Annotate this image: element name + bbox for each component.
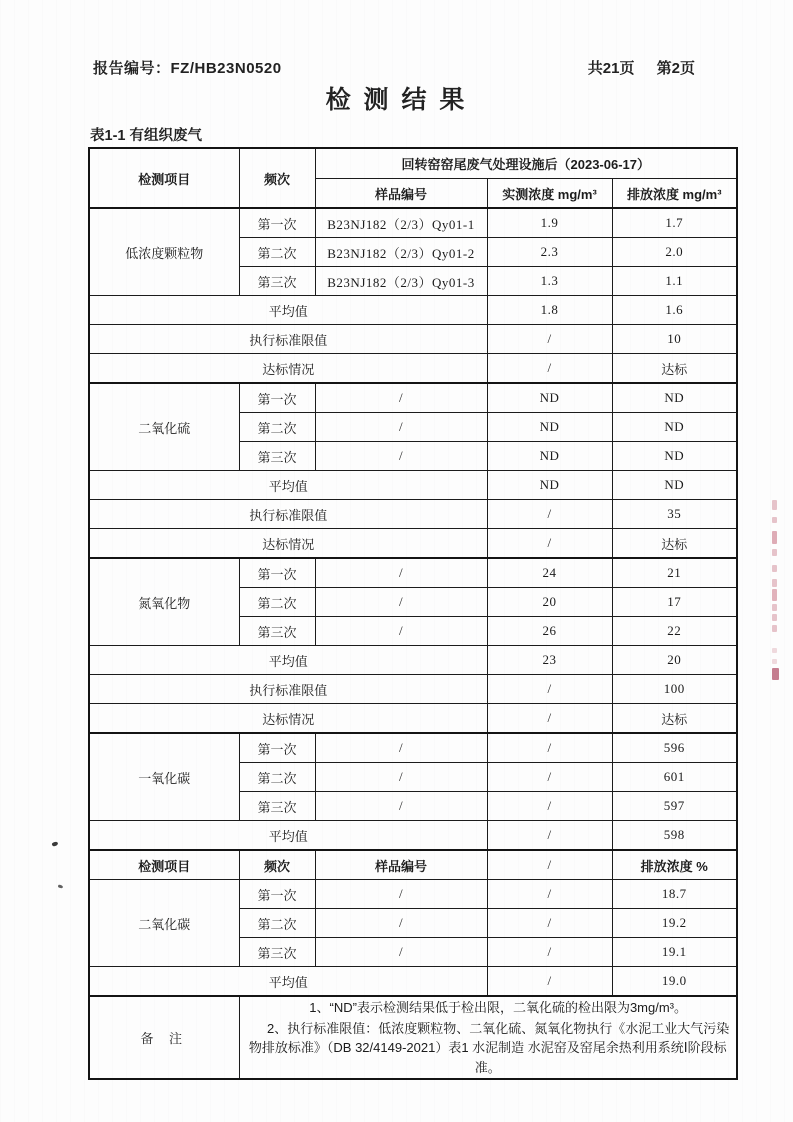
average-measured: / [487, 967, 612, 997]
sample-cell: / [315, 880, 487, 909]
limit-label: 执行标准限值 [89, 500, 487, 529]
compliance-label: 达标情况 [89, 529, 487, 559]
limit-row [89, 500, 737, 529]
average-row [89, 296, 737, 325]
stamp-mark [772, 579, 777, 587]
measured-cell: 24 [487, 558, 612, 588]
item-co: 一氧化碳 [89, 733, 239, 821]
table-row [89, 733, 737, 763]
pagination [588, 57, 695, 78]
stamp-mark [772, 604, 777, 611]
measured-cell: 2.3 [487, 238, 612, 267]
measured-cell: ND [487, 383, 612, 413]
stamp-mark [772, 565, 777, 572]
remarks-row [89, 996, 737, 1079]
table-mid-header-row [89, 850, 737, 880]
measured-cell: 26 [487, 617, 612, 646]
emission-cell: 2.0 [612, 238, 737, 267]
sample-cell: B23NJ182（2/3）Qy01-2 [315, 238, 487, 267]
average-emission: 19.0 [612, 967, 737, 997]
sample-cell: / [315, 442, 487, 471]
freq-cell: 第一次 [239, 880, 315, 909]
measured-cell: 20 [487, 588, 612, 617]
emission-cell: ND [612, 442, 737, 471]
compliance-row [89, 529, 737, 559]
emission-cell: 18.7 [612, 880, 737, 909]
item-co2: 二氧化碳 [89, 880, 239, 967]
header-frequency: 频次 [239, 148, 315, 208]
freq-cell: 第一次 [239, 208, 315, 238]
sample-cell: / [315, 938, 487, 967]
table-caption: 表1-1 有组织废气 [90, 128, 202, 144]
sample-cell: / [315, 792, 487, 821]
emission-cell: ND [612, 383, 737, 413]
remarks-body [239, 996, 737, 1079]
stamp-mark [772, 648, 777, 653]
sample-cell: / [315, 413, 487, 442]
average-row [89, 967, 737, 997]
freq-cell: 第一次 [239, 558, 315, 588]
header-emission-unit: 排放浓度 mg/m³ [612, 179, 737, 209]
average-label: 平均值 [89, 296, 487, 325]
remark-line: 2、执行标准限值：低浓度颗粒物、二氧化硫、氮氧化物执行《水泥工业大气污染物排放标准》（DB 32/4149-2021）表1 水泥制造 水泥窑及窑尾余热利用系统Ⅰ阶段标准。 [248, 1020, 730, 1075]
sample-cell: B23NJ182（2/3）Qy01-3 [315, 267, 487, 296]
compliance-row [89, 704, 737, 734]
item-nox: 氮氧化物 [89, 558, 239, 646]
red-stamp-edge-artifact [771, 498, 779, 683]
freq-cell: 第一次 [239, 733, 315, 763]
report-number-value: FZ/HB23N0520 [170, 60, 282, 77]
average-label: 平均值 [89, 821, 487, 851]
average-measured: / [487, 821, 612, 851]
freq-cell: 第三次 [239, 617, 315, 646]
sample-cell: / [315, 617, 487, 646]
limit-label: 执行标准限值 [89, 675, 487, 704]
average-emission: 598 [612, 821, 737, 851]
freq-cell: 第二次 [239, 763, 315, 792]
report-number-label: 报告编号： [93, 60, 171, 77]
stamp-mark [772, 625, 777, 632]
emission-cell: 22 [612, 617, 737, 646]
limit-emission: 10 [612, 325, 737, 354]
freq-cell: 第二次 [239, 909, 315, 938]
compliance-emission: 达标 [612, 529, 737, 559]
average-row [89, 471, 737, 500]
average-label: 平均值 [89, 646, 487, 675]
compliance-label: 达标情况 [89, 354, 487, 384]
measured-cell: / [487, 733, 612, 763]
page-current: 第2页 [656, 60, 695, 77]
compliance-measured: / [487, 529, 612, 559]
limit-measured: / [487, 675, 612, 704]
average-measured: ND [487, 471, 612, 500]
average-measured: 1.8 [487, 296, 612, 325]
ink-speck-artifact [58, 884, 64, 888]
measured-cell: / [487, 763, 612, 792]
measured-cell: ND [487, 442, 612, 471]
limit-measured: / [487, 325, 612, 354]
emission-cell: 19.2 [612, 909, 737, 938]
mid-header-measured: / [487, 850, 612, 880]
compliance-measured: / [487, 354, 612, 384]
mid-header-sample-no: 样品编号 [315, 850, 487, 880]
freq-cell: 第三次 [239, 267, 315, 296]
limit-row [89, 675, 737, 704]
item-particulate: 低浓度颗粒物 [89, 208, 239, 296]
ink-speck-artifact [51, 841, 58, 847]
sample-cell: / [315, 909, 487, 938]
stamp-mark [772, 614, 777, 621]
sample-cell: / [315, 733, 487, 763]
measured-cell: / [487, 938, 612, 967]
freq-cell: 第二次 [239, 413, 315, 442]
freq-cell: 第二次 [239, 238, 315, 267]
compliance-emission: 达标 [612, 354, 737, 384]
stamp-mark [772, 668, 779, 680]
header-facility: 回转窑窑尾废气处理设施后（2023-06-17） [315, 148, 737, 179]
measured-cell: / [487, 909, 612, 938]
freq-cell: 第三次 [239, 442, 315, 471]
stamp-mark [772, 517, 777, 523]
report-number-line [93, 57, 282, 78]
average-label: 平均值 [89, 967, 487, 997]
item-so2: 二氧化硫 [89, 383, 239, 471]
freq-cell: 第二次 [239, 588, 315, 617]
measured-cell: 1.9 [487, 208, 612, 238]
header-sample-no: 样品编号 [315, 179, 487, 209]
average-emission: 20 [612, 646, 737, 675]
sample-cell: B23NJ182（2/3）Qy01-1 [315, 208, 487, 238]
remark-line: 1、“ND”表示检测结果低于检出限，二氧化硫的检出限为3mg/m³。 [309, 1000, 688, 1015]
pages-total: 共21页 [587, 60, 635, 77]
emission-cell: 17 [612, 588, 737, 617]
average-measured: 23 [487, 646, 612, 675]
table-row [89, 208, 737, 238]
page-title: 检 测 结 果 [325, 86, 468, 114]
stamp-mark [772, 659, 777, 664]
sample-cell: / [315, 763, 487, 792]
freq-cell: 第三次 [239, 792, 315, 821]
stamp-mark [772, 500, 777, 510]
sample-cell: / [315, 558, 487, 588]
emission-cell: 597 [612, 792, 737, 821]
compliance-label: 达标情况 [89, 704, 487, 734]
measured-cell: / [487, 880, 612, 909]
emission-cell: 1.7 [612, 208, 737, 238]
emission-cell: 1.1 [612, 267, 737, 296]
measured-cell: / [487, 792, 612, 821]
emission-cell: 21 [612, 558, 737, 588]
limit-emission: 35 [612, 500, 737, 529]
limit-measured: / [487, 500, 612, 529]
header-item: 检测项目 [89, 148, 239, 208]
measured-cell: ND [487, 413, 612, 442]
mid-header-item: 检测项目 [89, 850, 239, 880]
average-row [89, 646, 737, 675]
compliance-measured: / [487, 704, 612, 734]
compliance-emission: 达标 [612, 704, 737, 734]
limit-row [89, 325, 737, 354]
emission-cell: ND [612, 413, 737, 442]
table-header-row-1 [89, 148, 737, 179]
limit-label: 执行标准限值 [89, 325, 487, 354]
emission-cell: 19.1 [612, 938, 737, 967]
mid-header-emission-unit: 排放浓度 % [612, 850, 737, 880]
stamp-mark [772, 589, 777, 601]
results-table [88, 147, 738, 1080]
remarks-label: 备 注 [89, 996, 239, 1079]
header-measured-unit: 实测浓度 mg/m³ [487, 179, 612, 209]
stamp-mark [772, 549, 777, 556]
emission-cell: 601 [612, 763, 737, 792]
freq-cell: 第一次 [239, 383, 315, 413]
average-row [89, 821, 737, 851]
freq-cell: 第三次 [239, 938, 315, 967]
average-label: 平均值 [89, 471, 487, 500]
stamp-mark [772, 531, 777, 544]
mid-header-frequency: 频次 [239, 850, 315, 880]
average-emission: ND [612, 471, 737, 500]
table-row [89, 880, 737, 909]
measured-cell: 1.3 [487, 267, 612, 296]
sample-cell: / [315, 588, 487, 617]
table-row [89, 383, 737, 413]
compliance-row [89, 354, 737, 384]
average-emission: 1.6 [612, 296, 737, 325]
emission-cell: 596 [612, 733, 737, 763]
limit-emission: 100 [612, 675, 737, 704]
sample-cell: / [315, 383, 487, 413]
table-row [89, 558, 737, 588]
